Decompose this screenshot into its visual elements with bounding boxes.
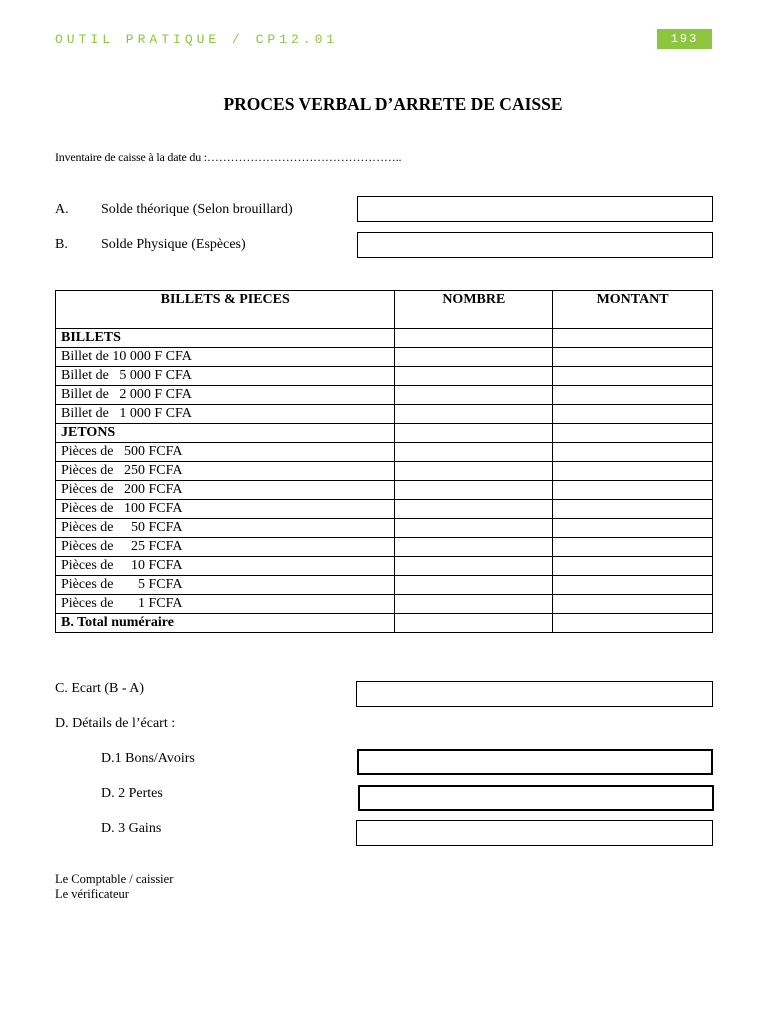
table-row: [56, 348, 713, 367]
count-cell[interactable]: [395, 386, 553, 405]
total-label: B. Total numéraire: [56, 614, 395, 633]
page-number-badge: 193: [657, 29, 712, 49]
column-header-denomination: BILLETS & PIECES: [56, 291, 395, 329]
section-b-letter: B.: [55, 237, 68, 252]
count-cell[interactable]: [395, 538, 553, 557]
count-cell[interactable]: [395, 462, 553, 481]
inventory-date-line: Inventaire de caisse à la date du :…………………………………………..: [55, 150, 402, 164]
denomination-label: Pièces de 25 FCFA: [56, 538, 395, 557]
table-total-row: [56, 614, 713, 633]
total-count-cell[interactable]: [395, 614, 553, 633]
count-cell[interactable]: [395, 576, 553, 595]
amount-cell[interactable]: [553, 367, 713, 386]
table-row: [56, 367, 713, 386]
section-a-letter: A.: [55, 202, 69, 217]
table-row: [56, 405, 713, 424]
accountant-signature-label: Le Comptable / caissier: [55, 872, 174, 886]
table-row: [56, 462, 713, 481]
cash-count-table: [55, 290, 713, 633]
denomination-label: Pièces de 100 FCFA: [56, 500, 395, 519]
jetons-heading: JETONS: [56, 424, 395, 443]
amount-cell[interactable]: [553, 405, 713, 424]
denomination-label: Billet de 10 000 F CFA: [56, 348, 395, 367]
count-cell[interactable]: [395, 595, 553, 614]
section-b-label: Solde Physique (Espèces): [101, 237, 246, 252]
variance-field[interactable]: [356, 681, 713, 707]
amount-cell[interactable]: [553, 519, 713, 538]
denomination-label: Billet de 1 000 F CFA: [56, 405, 395, 424]
table-row: [56, 386, 713, 405]
table-header-row: [56, 291, 713, 329]
denomination-label: Pièces de 10 FCFA: [56, 557, 395, 576]
denomination-label: Billet de 2 000 F CFA: [56, 386, 395, 405]
billets-heading: BILLETS: [56, 329, 395, 348]
section-a-label: Solde théorique (Selon brouillard): [101, 202, 293, 217]
count-cell[interactable]: [395, 500, 553, 519]
denomination-label: Billet de 5 000 F CFA: [56, 367, 395, 386]
amount-cell[interactable]: [553, 386, 713, 405]
vouchers-field[interactable]: [357, 749, 713, 775]
amount-cell[interactable]: [553, 500, 713, 519]
amount-cell[interactable]: [553, 557, 713, 576]
column-header-count: NOMBRE: [395, 291, 553, 329]
table-row: [56, 557, 713, 576]
table-group-row: [56, 329, 713, 348]
table-row: [56, 595, 713, 614]
table-row: [56, 576, 713, 595]
denomination-label: Pièces de 50 FCFA: [56, 519, 395, 538]
count-cell[interactable]: [395, 405, 553, 424]
amount-cell[interactable]: [553, 348, 713, 367]
total-amount-cell[interactable]: [553, 614, 713, 633]
detail-losses-label: D. 2 Pertes: [101, 786, 163, 801]
amount-cell[interactable]: [553, 595, 713, 614]
count-cell[interactable]: [395, 557, 553, 576]
amount-cell[interactable]: [553, 443, 713, 462]
table-group-row: [56, 424, 713, 443]
denomination-label: Pièces de 5 FCFA: [56, 576, 395, 595]
document-title: PROCES VERBAL D’ARRETE DE CAISSE: [223, 94, 563, 114]
count-cell[interactable]: [395, 348, 553, 367]
amount-cell[interactable]: [553, 538, 713, 557]
physical-balance-field[interactable]: [357, 232, 713, 258]
table-row: [56, 500, 713, 519]
losses-field[interactable]: [358, 785, 714, 811]
denomination-label: Pièces de 500 FCFA: [56, 443, 395, 462]
table-row: [56, 538, 713, 557]
denomination-label: Pièces de 250 FCFA: [56, 462, 395, 481]
denomination-label: Pièces de 1 FCFA: [56, 595, 395, 614]
header-series-label: OUTIL PRATIQUE / CP12.01: [55, 32, 339, 47]
gains-field[interactable]: [356, 820, 713, 846]
count-cell[interactable]: [395, 519, 553, 538]
amount-cell[interactable]: [553, 481, 713, 500]
amount-cell[interactable]: [553, 576, 713, 595]
theoretical-balance-field[interactable]: [357, 196, 713, 222]
amount-cell[interactable]: [553, 462, 713, 481]
count-cell[interactable]: [395, 481, 553, 500]
column-header-amount: MONTANT: [553, 291, 713, 329]
count-cell[interactable]: [395, 367, 553, 386]
verifier-signature-label: Le vérificateur: [55, 887, 129, 901]
section-c-label: C. Ecart (B - A): [55, 681, 145, 696]
detail-vouchers-label: D.1 Bons/Avoirs: [101, 751, 195, 766]
section-d-label: D. Détails de l’écart :: [55, 716, 176, 731]
denomination-label: Pièces de 200 FCFA: [56, 481, 395, 500]
count-cell[interactable]: [395, 443, 553, 462]
table-row: [56, 481, 713, 500]
detail-gains-label: D. 3 Gains: [101, 821, 162, 836]
table-row: [56, 443, 713, 462]
table-row: [56, 519, 713, 538]
